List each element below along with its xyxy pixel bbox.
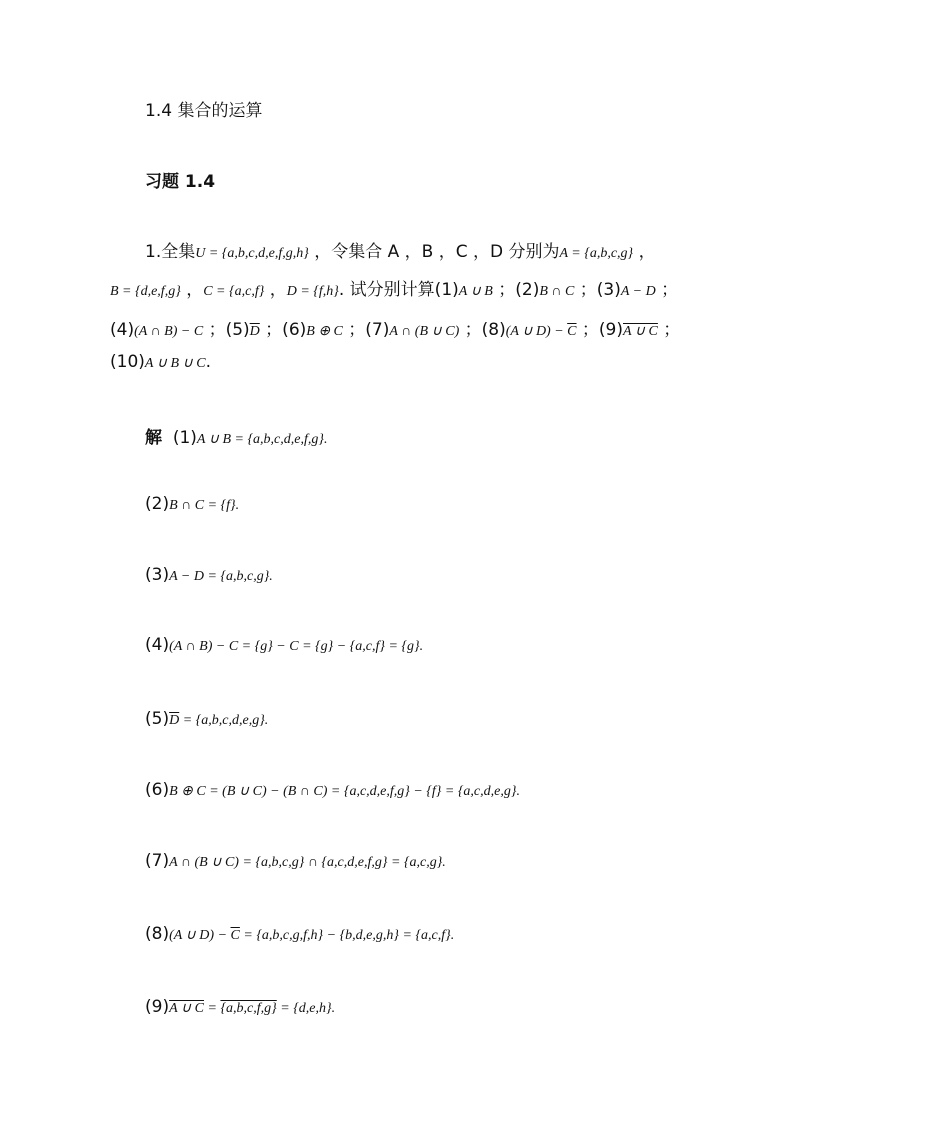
- problem-text: (4): [110, 320, 135, 340]
- math-expression: A − D = {a,b,c,g}.: [169, 569, 273, 584]
- math-expression: A ∪ C: [623, 324, 658, 339]
- solution-item: [145, 709, 268, 729]
- problem-text: ；: [655, 280, 679, 300]
- item-number: (5): [145, 709, 170, 729]
- math-expression: (A ∩ B) − C = {g} − C = {g} − {a,c,f} = {g}.: [169, 639, 424, 654]
- problem-line-4: [110, 352, 211, 372]
- item-number: (6): [145, 780, 170, 800]
- item-number: (1): [172, 428, 197, 448]
- math-expression: = {a,b,c,g,f,h} − {b,d,e,g,h} = {a,c,f}.: [239, 928, 455, 943]
- problem-text: ；(3): [574, 280, 621, 300]
- problem-text: ，令集合 A ，B ，C ，D 分别为: [308, 242, 560, 262]
- math-expression: C = {a,c,f}: [203, 284, 265, 299]
- solution-item: [145, 997, 335, 1017]
- problem-text: ；(9): [576, 320, 623, 340]
- problem-line-1: [145, 237, 656, 262]
- math-expression: (A ∪ D) −: [505, 324, 568, 339]
- exercise-title: 习题 1.4: [145, 172, 216, 192]
- math-expression: B ∩ C: [539, 284, 575, 299]
- math-expression: (A ∩ B) − C: [134, 324, 204, 339]
- math-expression: B ∩ C = {f}.: [169, 498, 240, 513]
- problem-line-3: [110, 315, 680, 340]
- problem-text: ，: [180, 280, 204, 300]
- math-expression: U = {a,b,c,d,e,f,g,h}: [195, 246, 309, 261]
- item-number: (2): [145, 494, 170, 514]
- item-number: (8): [145, 924, 170, 944]
- problem-text: ；(5): [203, 320, 250, 340]
- math-expression: A ∪ B: [458, 284, 493, 299]
- solution-item: [145, 924, 454, 944]
- solution-item: [145, 851, 446, 871]
- problem-text: 1.全集: [145, 242, 196, 262]
- problem-text: ，: [264, 280, 287, 300]
- math-expression: A ∩ (B ∪ C) = {a,b,c,g} ∩ {a,c,d,e,f,g} = {a,c,g}.: [169, 855, 446, 870]
- math-expression: {a,b,c,f,g}: [220, 1001, 277, 1016]
- solution-item: [145, 494, 239, 514]
- solution-item: [145, 635, 423, 655]
- math-expression: $\overline{C}$: [230, 928, 240, 943]
- problem-text: ；(2): [492, 280, 540, 300]
- math-expression: B ⊕ C = (B ∪ C) − (B ∩ C) = {a,c,d,e,f,g} − {f} = {a,c,d,e,g}.: [169, 784, 520, 799]
- math-expression: =: [203, 1001, 221, 1016]
- math-expression: A ∪ B ∪ C: [144, 356, 206, 371]
- problem-text: ；(6): [259, 320, 307, 340]
- math-expression: = {d,e,h}.: [276, 1001, 336, 1016]
- math-expression: $\overline{C}$: [567, 324, 577, 339]
- math-expression: B ⊕ C: [306, 324, 343, 339]
- solution-item: [145, 565, 273, 585]
- solution-label: 解: [145, 428, 162, 448]
- item-number: (7): [145, 851, 170, 871]
- math-expression: B = {d,e,f,g}: [110, 284, 181, 299]
- math-expression: $\overline{D}$: [249, 324, 260, 339]
- solution-item: [145, 780, 520, 800]
- math-expression: A ∪ C: [169, 1001, 204, 1016]
- math-expression: A = {a,b,c,g}: [559, 246, 634, 261]
- math-expression: A ∪ B = {a,b,c,d,e,f,g}.: [196, 432, 328, 447]
- section-title: 1.4 集合的运算: [145, 101, 263, 121]
- math-expression: (A ∪ D) −: [169, 928, 231, 943]
- item-number: (9): [145, 997, 170, 1017]
- problem-text: ；: [657, 320, 681, 340]
- problem-text: ；(7): [342, 320, 390, 340]
- item-number: (3): [145, 565, 170, 585]
- math-expression: D = {f,h}: [286, 284, 339, 299]
- math-expression: A − D: [620, 284, 656, 299]
- math-expression: $\overline{D}$: [169, 713, 180, 728]
- problem-line-2: [110, 275, 678, 300]
- solution-item: [145, 423, 327, 448]
- problem-text: ，: [633, 242, 656, 262]
- item-number: (4): [145, 635, 170, 655]
- problem-text: . 试分别计算(1): [338, 280, 459, 300]
- problem-text: .: [205, 352, 211, 372]
- math-expression: = {a,b,c,d,e,g}.: [179, 713, 269, 728]
- problem-text: (10): [110, 352, 145, 372]
- math-expression: A ∩ (B ∪ C): [389, 324, 460, 339]
- problem-text: ；(8): [459, 320, 506, 340]
